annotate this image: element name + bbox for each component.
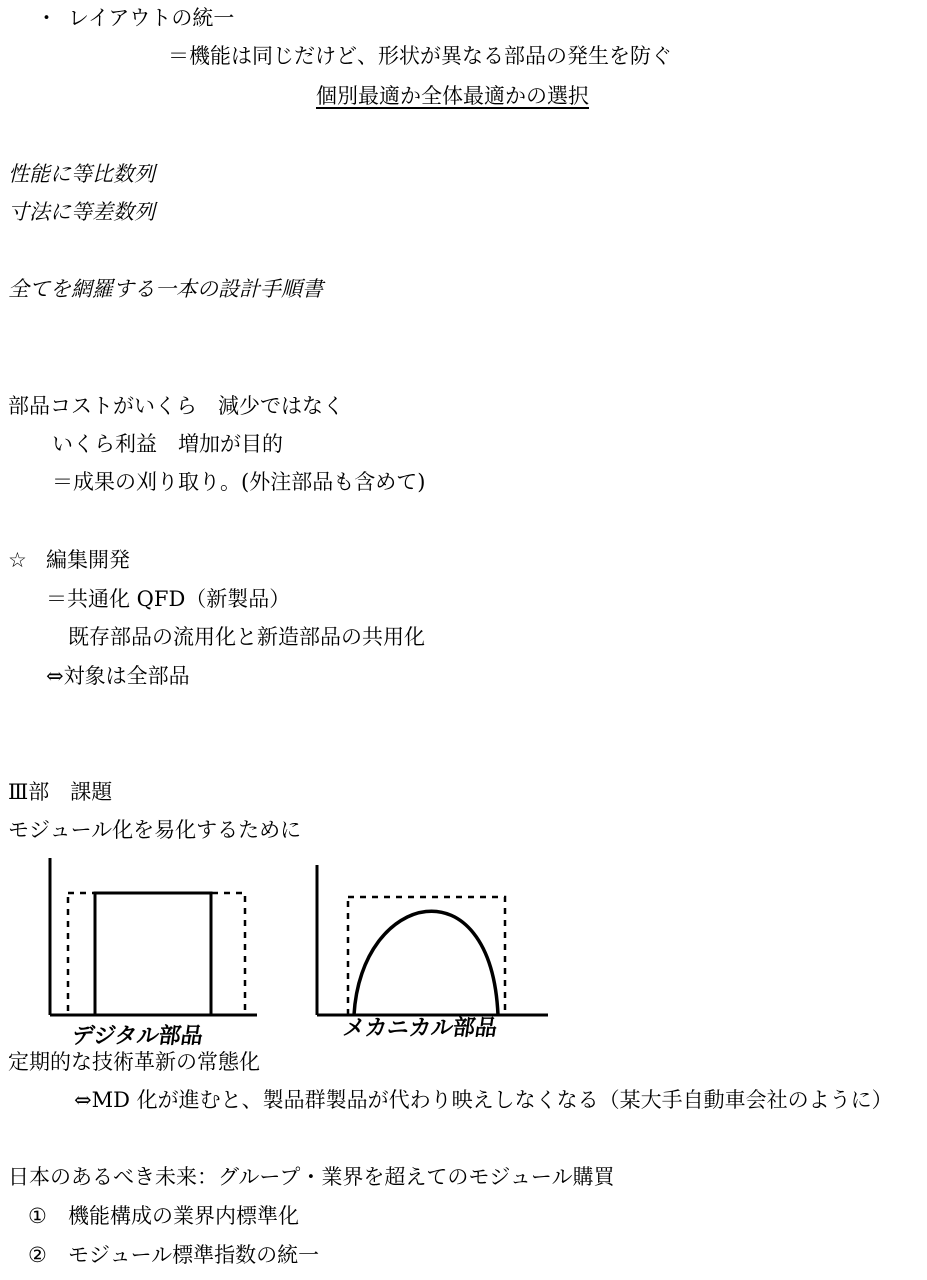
item1-marker: ①: [28, 1204, 47, 1228]
innovation-line-2: ⇔MD 化が進むと、製品群製品が代わり映えしなくなる（某大手自動車会社のように）: [74, 1088, 893, 1112]
bullet-mark: ・: [36, 6, 57, 30]
note-performance: 性能に等比数列: [8, 162, 155, 186]
note-dimensions: 寸法に等差数列: [8, 200, 155, 224]
future-item-1: 機能構成の業界内標準化: [68, 1204, 299, 1228]
item2-marker: ②: [28, 1243, 47, 1267]
mechanical-part-sketch: [311, 862, 551, 1018]
edit-dev-line-3: ⇔対象は全部品: [46, 664, 190, 688]
part3-subheading: モジュール化を易化するために: [8, 818, 302, 842]
future-item-2: モジュール標準指数の統一: [68, 1243, 320, 1267]
layout-line-1: ＝機能は同じだけど、形状が異なる部品の発生を防ぐ: [168, 44, 672, 68]
mechanical-envelope: [348, 897, 505, 1015]
digital-part-label: デジタル部品: [70, 1024, 205, 1049]
part3-heading: Ⅲ部 課題: [8, 780, 113, 804]
star-icon: ☆: [8, 548, 27, 572]
digital-part-sketch: [44, 855, 259, 1017]
cost-line-2: いくら利益 増加が目的: [52, 432, 283, 456]
cost-line-3: ＝成果の刈り取り。(外注部品も含めて): [52, 470, 426, 494]
cost-line-1: 部品コストがいくら 減少ではなく: [8, 394, 344, 418]
edit-dev-line-1: ＝共通化 QFD（新製品）: [46, 587, 291, 611]
mechanical-part-label: メカニカル部品: [341, 1016, 499, 1041]
layout-heading: レイアウトの統一: [68, 6, 235, 30]
mechanical-part-curve: [354, 911, 498, 1015]
layout-line-2: 個別最適か全体最適かの選択: [316, 84, 589, 108]
innovation-line-1: 定期的な技術革新の常態化: [8, 1050, 260, 1074]
digital-part-shape: [95, 893, 211, 1015]
future-heading: 日本のあるべき未来：グループ・業界を超えてのモジュール購買: [8, 1165, 615, 1189]
note-procedure: 全てを網羅する一本の設計手順書: [8, 277, 323, 301]
edit-dev-heading: 編集開発: [46, 548, 130, 572]
edit-dev-line-2: 既存部品の流用化と新造部品の共用化: [68, 625, 425, 649]
